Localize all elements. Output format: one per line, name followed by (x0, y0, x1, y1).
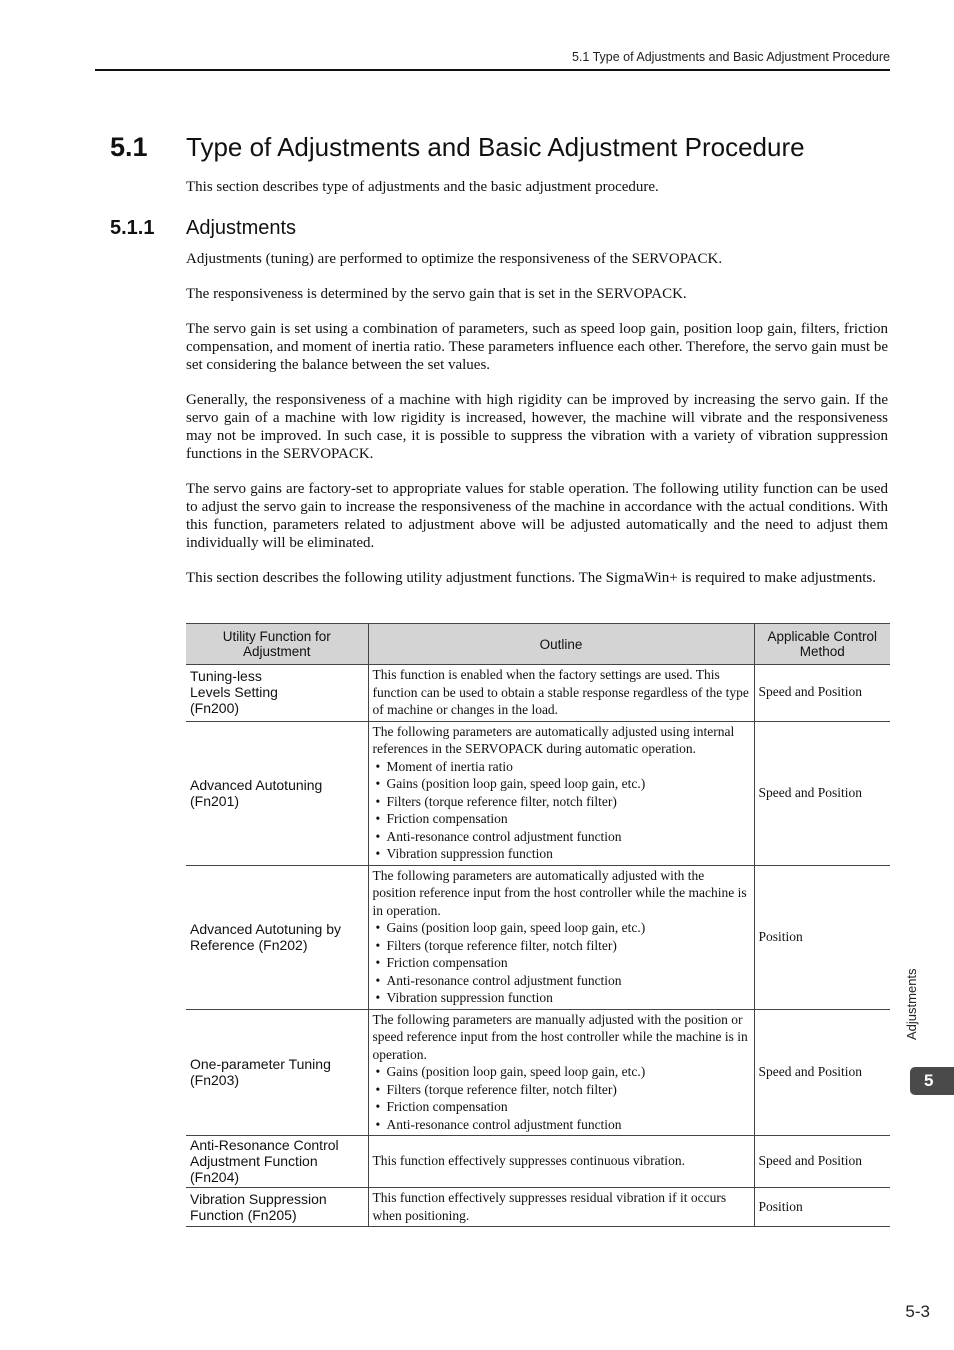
outline-text: This function effectively suppresses residual vibration if it occurs when positioning. (372, 1190, 727, 1223)
outline-text: The following parameters are manually adjusted with the position or speed reference input from the host controller while the machine is in operation. (372, 1011, 748, 1062)
function-outline (368, 1009, 754, 1136)
function-outline (368, 1188, 754, 1227)
outline-bullet: • Anti-resonance control adjustment function (373, 1116, 750, 1134)
outline-bullet: • Anti-resonance control adjustment function (373, 972, 750, 990)
page-number: 5-3 (905, 1302, 930, 1321)
outline-text: The following parameters are automatically adjusted with the position reference input from the host controller while the machine is in operation. (372, 867, 747, 918)
header-outline: Outline (368, 624, 754, 665)
body-paragraph: Adjustments (tuning) are performed to optimize the responsiveness of the SERVOPACK. (186, 251, 723, 267)
body-paragraph: Generally, the responsiveness of a machine with high rigidity can be improved by increasing the servo gain. If the servo gain of a machine with low rigidity is increased, however, the machine will vibrate and the responsiveness may not be improved. In such case, it is possible to suppress the vibration with a variety of vibration suppression functions in the SERVOPACK. (186, 392, 888, 462)
header-method: Applicable Control Method (754, 624, 890, 665)
outline-bullet: • Vibration suppression function (373, 845, 750, 863)
body-paragraph: This section describes the following utility adjustment functions. The SigmaWin+ is required to make adjustments. (186, 570, 876, 586)
section-intro: This section describes type of adjustments and the basic adjustment procedure. (186, 179, 659, 195)
outline-text: This function effectively suppresses continuous vibration. (372, 1153, 685, 1169)
outline-bullet: • Filters (torque reference filter, notch filter) (373, 937, 750, 955)
function-outline (368, 721, 754, 865)
running-head: 5.1 Type of Adjustments and Basic Adjustment Procedure (571, 50, 890, 64)
outline-bullet: • Anti-resonance control adjustment function (373, 828, 750, 846)
control-method: Position (754, 1188, 890, 1227)
section-number: 5.1 (110, 132, 148, 162)
control-method: Position (754, 865, 890, 1009)
outline-bullet: • Friction compensation (373, 1098, 750, 1116)
subsection-heading (110, 217, 296, 240)
control-method: Speed and Position (754, 1136, 890, 1188)
outline-bullet: • Gains (position loop gain, speed loop gain, etc.) (373, 919, 750, 937)
subsection-number: 5.1.1 (110, 217, 155, 239)
outline-bullet: • Vibration suppression function (373, 989, 750, 1007)
outline-bullet: • Friction compensation (373, 954, 750, 972)
table-row (186, 721, 890, 865)
subsection-title: Adjustments (186, 217, 297, 239)
control-method: Speed and Position (754, 665, 890, 722)
control-method: Speed and Position (754, 1009, 890, 1136)
outline-text: The following parameters are automatically adjusted using internal references in the SERVOPACK during automatic operation. (372, 723, 735, 756)
function-name: Vibration Suppression Function (Fn205) (186, 1188, 368, 1227)
section-heading (110, 132, 805, 163)
outline-bullet: • Filters (torque reference filter, notch filter) (373, 793, 750, 811)
function-outline (368, 1136, 754, 1188)
outline-text: This function is enabled when the factory settings are used. This function can be used to obtain a stable response regardless of the type of machine or changes in the load. (372, 667, 749, 717)
section-title: Type of Adjustments and Basic Adjustment Procedure (186, 132, 805, 162)
table-row (186, 1188, 890, 1227)
outline-bullet: • Gains (position loop gain, speed loop gain, etc.) (373, 1063, 750, 1081)
outline-bullet: • Gains (position loop gain, speed loop gain, etc.) (373, 775, 750, 793)
function-outline (368, 665, 754, 722)
outline-bullet: • Filters (torque reference filter, notch filter) (373, 1081, 750, 1099)
outline-bullet-list (373, 919, 750, 1007)
body-paragraph: The servo gains are factory-set to appropriate values for stable operation. The following utility function can be used to adjust the servo gain to increase the responsiveness of the machine in accordance with the actual conditions. With this function, parameters related to adjustment above will be adjusted automatically and the need to adjust them individually will be eliminated. (186, 481, 888, 551)
function-name: Tuning-less Levels Setting (Fn200) (186, 665, 368, 722)
outline-bullet: • Friction compensation (373, 810, 750, 828)
outline-bullet: • Moment of inertia ratio (373, 758, 750, 776)
adjustment-functions-table (186, 623, 890, 1227)
outline-bullet-list (373, 758, 750, 863)
table-row (186, 865, 890, 1009)
table-row (186, 1136, 890, 1188)
header-rule (95, 69, 890, 71)
table-header-row (186, 624, 890, 665)
header-function: Utility Function for Adjustment (186, 624, 368, 665)
function-name: Advanced Autotuning (Fn201) (186, 721, 368, 865)
body-paragraph: The responsiveness is determined by the servo gain that is set in the SERVOPACK. (186, 286, 687, 302)
body-text (186, 250, 888, 604)
table-row (186, 665, 890, 722)
chapter-tab: 5 (910, 1067, 954, 1095)
control-method: Speed and Position (754, 721, 890, 865)
function-name: Advanced Autotuning by Reference (Fn202) (186, 865, 368, 1009)
function-name: Anti-Resonance Control Adjustment Function (Fn204) (186, 1136, 368, 1188)
side-tab-label: Adjustments (904, 968, 919, 1040)
table-row (186, 1009, 890, 1136)
body-paragraph: The servo gain is set using a combination of parameters, such as speed loop gain, position loop gain, filters, friction compensation, and moment of inertia ratio. These parameters influence each other. Therefore, the servo gain must be set considering the balance between the set values. (186, 321, 888, 373)
outline-bullet-list (373, 1063, 750, 1133)
function-name: One-parameter Tuning (Fn203) (186, 1009, 368, 1136)
function-outline (368, 865, 754, 1009)
